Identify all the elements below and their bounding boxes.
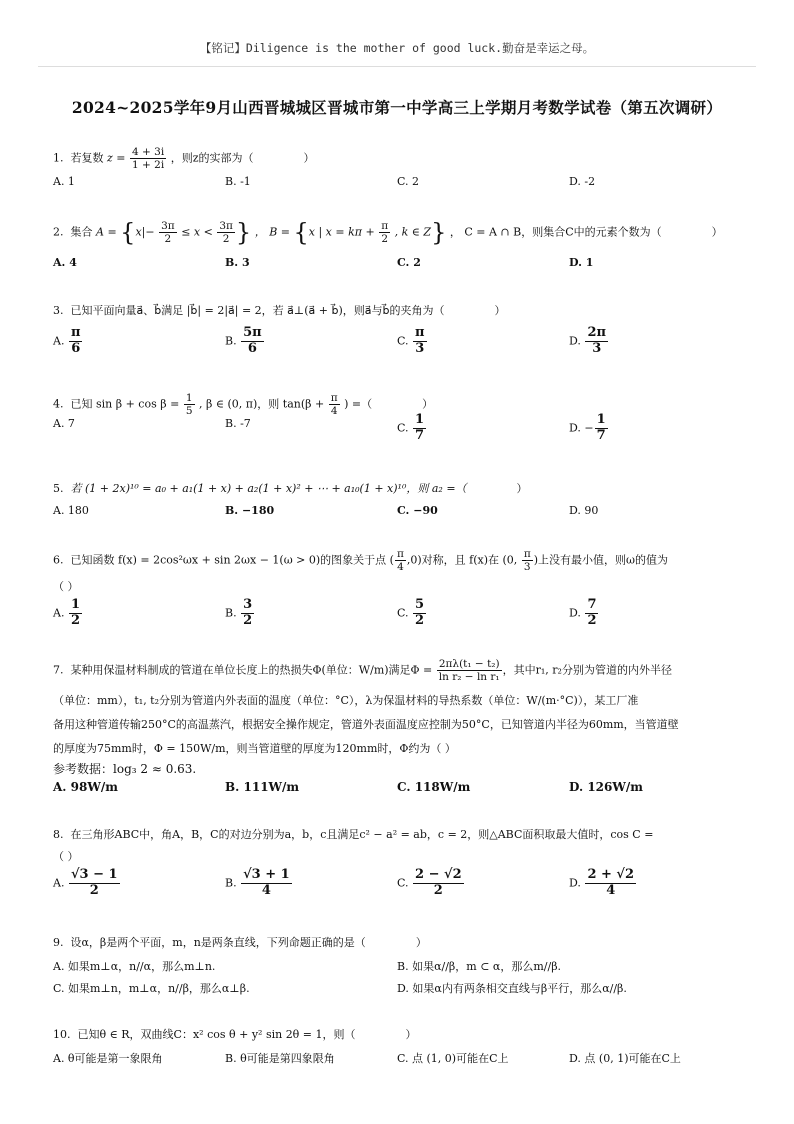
- option-a[interactable]: A. 4: [53, 256, 77, 269]
- question-number: 3.: [53, 304, 64, 317]
- fraction: $\frac{4 + 3i}{1 + 2i}$: [132, 146, 165, 172]
- question-text: 若 (1 + 2x)¹⁰ = a₀ + a₁(1 + x) + a₂(1 + x)² + ⋯ + a₁₀(1 + x)¹⁰，则 a₂ =（: [70, 482, 467, 495]
- option-d[interactable]: D. $\frac{2 + √2}{4}$: [569, 867, 635, 898]
- option-a[interactable]: A. 7: [53, 417, 75, 430]
- option-a[interactable]: A. 1: [53, 175, 75, 188]
- option-c[interactable]: C. 如果m⊥n，m⊥α，n//β，那么α⊥β.: [53, 982, 250, 995]
- option-b[interactable]: B. 3: [225, 256, 250, 269]
- question-4: 4. 已知 sin β + cos β = $\frac{1}{5}$ , β ∈ (0, π)，则 tan(β + $\frac{\pi}{4}$ ) =（ ）: [53, 392, 434, 418]
- option-d[interactable]: D. 点 (0, 1)可能在C上: [569, 1052, 681, 1065]
- question-8-blank: （ ）: [53, 850, 79, 863]
- option-a[interactable]: A. 98W/m: [53, 780, 118, 794]
- option-d[interactable]: D. -2: [569, 175, 596, 188]
- question-number: 9.: [53, 936, 64, 949]
- option-d[interactable]: D. 90: [569, 504, 599, 517]
- reference-data: 参考数据：log₃ 2 ≈ 0.63.: [53, 762, 197, 776]
- question-text: 已知平面向量a⃗、b⃗满足 |b⃗| = 2|a⃗| = 2，若 a⃗⊥(a⃗ + b⃗)，则a⃗与b⃗的夹角为（: [70, 304, 445, 317]
- exam-title: 2024~2025学年9月山西晋城城区晋城市第一中学高三上学期月考数学试卷（第五次调研）: [71, 98, 723, 117]
- question-10: 10. 已知θ ∈ R，双曲线C：x² cos θ + y² sin 2θ = 1，则（ ）: [53, 1028, 417, 1041]
- option-b[interactable]: B. −180: [225, 504, 275, 517]
- option-c[interactable]: C. $\frac{\pi}{3}$: [397, 325, 425, 356]
- question-number: 2.: [53, 225, 64, 239]
- question-5: 5. 若 (1 + 2x)¹⁰ = a₀ + a₁(1 + x) + a₂(1 + x)² + ⋯ + a₁₀(1 + x)¹⁰，则 a₂ =（ ）: [53, 482, 528, 495]
- question-text: 设α，β是两个平面，m，n是两条直线，下列命题正确的是（: [70, 936, 366, 949]
- option-c[interactable]: C. 2: [397, 256, 421, 269]
- question-number: 5.: [53, 482, 64, 495]
- question-number: 8.: [53, 828, 64, 841]
- option-b[interactable]: B. 如果α//β，m ⊂ α，那么m//β.: [397, 960, 562, 973]
- question-9: 9. 设α，β是两个平面，m，n是两条直线，下列命题正确的是（ ）: [53, 936, 427, 949]
- option-b[interactable]: B. $\frac{3}{2}$: [225, 597, 253, 628]
- question-8: [53, 828, 653, 842]
- option-c[interactable]: C. −90: [397, 504, 438, 517]
- question-3: 3. 已知平面向量a⃗、b⃗满足 |b⃗| = 2|a⃗| = 2，若 a⃗⊥(a⃗ + b⃗)，则a⃗与b⃗的夹角为（ ）: [53, 304, 506, 317]
- option-a[interactable]: A. 如果m⊥α，n//α，那么m⊥n.: [53, 960, 216, 973]
- fraction: $\frac{\pi}{2}$: [381, 220, 389, 246]
- question-1: 1. 若复数 z = $\frac{4 + 3i}{1 + 2i}$ ，则z的实部为（ ）: [53, 146, 315, 172]
- question-text: 在三角形ABC中，角A，B，C的对边分别为a，b，c且满足c² − a² = ab，c = 2，则△ABC面积取最大值时，cos C =: [70, 828, 654, 841]
- option-b[interactable]: B. θ可能是第四象限角: [225, 1052, 335, 1065]
- motto-header: 【铭记】Diligence is the mother of good luck.勤奋是幸运之母。: [199, 41, 595, 55]
- question-6: 6. 已知函数 f(x) = 2cos²ωx + sin 2ωx − 1(ω > 0)的图象关于点 ( $\frac{\pi}{4}$ ,0)对称，且 f(x)在 (0, $\frac{\pi}{3}$ )上没有最小值，则ω的值为: [53, 548, 668, 574]
- question-7-line-4: 的厚度为75mm时，Φ = 150W/m，则当管道壁的厚度为120mm时，Φ约为（ ）: [53, 742, 456, 755]
- question-text: ，则z的实部为（: [170, 151, 254, 165]
- option-b[interactable]: B. -1: [225, 175, 251, 188]
- question-number: 4.: [53, 397, 64, 411]
- question-text: 已知θ ∈ R，双曲线C：x² cos θ + y² sin 2θ = 1，则（: [77, 1028, 356, 1041]
- option-d[interactable]: D. 如果α内有两条相交直线与β平行，那么α//β.: [397, 982, 627, 995]
- option-a[interactable]: A. $\frac{√3 - 1}{2}$: [53, 867, 118, 898]
- fraction: $\frac{3\pi}{2}$: [161, 220, 175, 246]
- option-d[interactable]: D. $\frac{7}{2}$: [569, 597, 597, 628]
- option-b[interactable]: B. 111W/m: [225, 780, 300, 794]
- option-c[interactable]: C. $\frac{1}{7}$: [397, 412, 425, 443]
- option-d[interactable]: D. − $\frac{1}{7}$: [569, 412, 606, 443]
- question-7-line-3: 备用这种管道传输250°C的高温蒸汽，根据安全操作规定，管道外表面温度应控制为50°C，已知管道内半径为60mm，当管道壁: [53, 718, 679, 731]
- math-var: z =: [107, 151, 126, 165]
- option-c[interactable]: C. $\frac{5}{2}$: [397, 597, 425, 628]
- question-number: 1.: [53, 151, 64, 165]
- option-a[interactable]: A. $\frac{1}{2}$: [53, 597, 80, 628]
- option-d[interactable]: D. 126W/m: [569, 780, 643, 794]
- question-number: 6.: [53, 553, 64, 567]
- option-c[interactable]: C. 点 (1, 0)可能在C上: [397, 1052, 509, 1065]
- question-text: 若复数: [70, 151, 104, 165]
- option-c[interactable]: C. 2: [397, 175, 420, 188]
- option-a[interactable]: A. θ可能是第一象限角: [53, 1052, 163, 1065]
- question-7-line-2: （单位：mm），t₁, t₂分别为管道内外表面的温度（单位：°C），λ为保温材料的导热系数（单位：W/(m·°C)），某工厂准: [53, 694, 639, 707]
- question-2: 2. 集合 A = {x|− $\frac{3\pi}{2}$ ≤ x < $\frac{3\pi}{2}$ } ， B = {x | x = kπ + $\frac{\pi}{2}$ , k ∈ Z} ， C = A ∩ B，则集合C中的元素个数为（ ）: [53, 218, 723, 247]
- option-a[interactable]: A. 180: [53, 504, 89, 517]
- question-number: 10.: [53, 1028, 71, 1041]
- option-d[interactable]: D. 1: [569, 256, 594, 269]
- fraction: $\frac{3\pi}{2}$: [219, 220, 233, 246]
- option-a[interactable]: A. $\frac{\pi}{6}$: [53, 325, 81, 356]
- option-b[interactable]: B. -7: [225, 417, 251, 430]
- header-divider: [38, 66, 756, 67]
- question-7: 7. 某种用保温材料制成的管道在单位长度上的热损失Φ(单位：W/m)满足Φ = $\frac{\text{2πλ(t₁ − t₂)}}{\text{ln r₂ − ln r₁}}$ ，其中r₁, r₂分别为管道的内外半径: [53, 658, 672, 684]
- option-d[interactable]: D. $\frac{2\pi}{3}$: [569, 325, 606, 356]
- option-b[interactable]: B. $\frac{√3 + 1}{4}$: [225, 867, 290, 898]
- option-b[interactable]: B. $\frac{5\pi}{6}$: [225, 325, 262, 356]
- option-c[interactable]: C. $\frac{2 - √2}{2}$: [397, 867, 462, 898]
- question-number: 7.: [53, 663, 64, 677]
- question-6-blank: （ ）: [53, 580, 79, 593]
- option-c[interactable]: C. 118W/m: [397, 780, 471, 794]
